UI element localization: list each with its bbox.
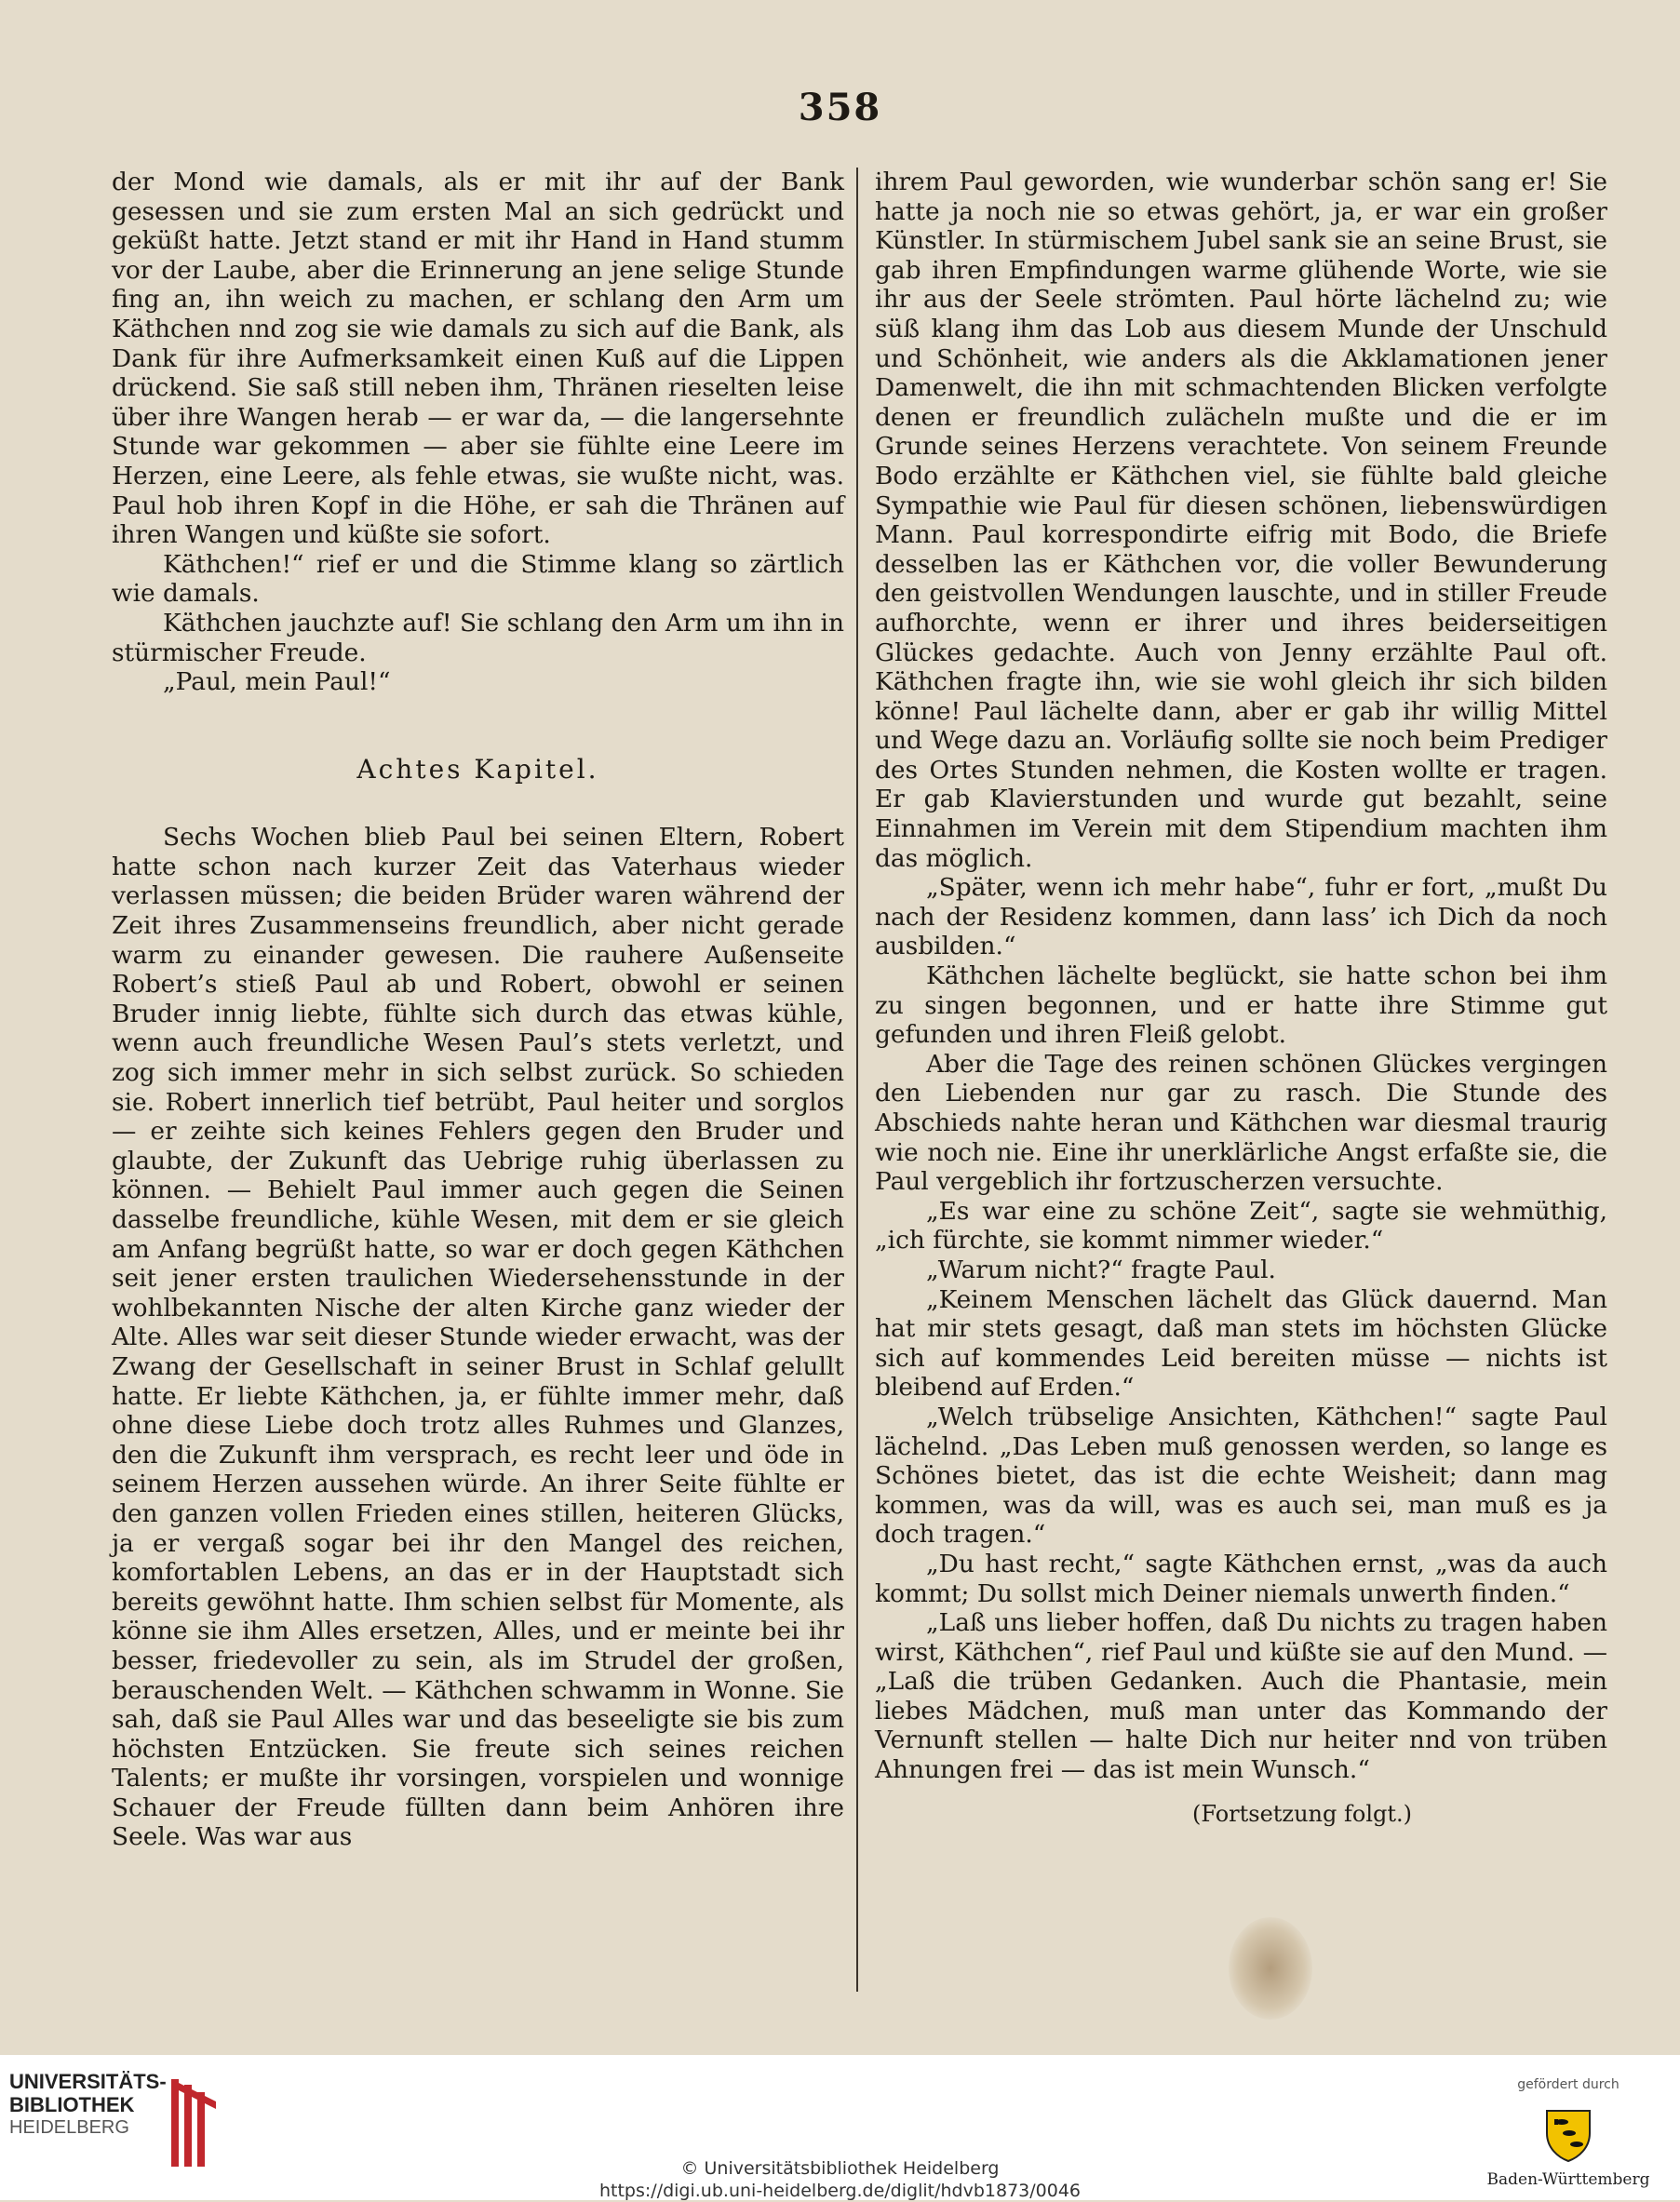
funder-block	[1480, 2077, 1657, 2189]
chapter-heading: Achtes Kapitel.	[356, 753, 599, 785]
copyright-block	[0, 2157, 1680, 2202]
paragraph: der Mond wie damals, als er mit ihr auf der Bank gesessen und sie zum ersten Mal an sich gedrückt und geküßt hatte. Jetzt stand er mit ihr Hand in Hand stumm vor der Laube, aber die Erinnerung an jene selige Stunde fing an, ihn weich zu machen, er schlang den Arm um Käthchen nnd zog sie wie damals zu sich auf die Bank, als Dank für ihre Aufmerksamkeit einen Kuß auf die Lippen drückend. Sie saß still neben ihm, Thränen rieselten leise über ihre Wangen herab — er war da, — die langersehnte Stunde war gekommen — aber sie fühlte eine Leere im Herzen, eine Leere, als fehle etwas, sie wußte nicht, was. Paul hob ihren Kopf in die Höhe, er sah die Thränen auf ihren Wangen und küßte sie sofort.	[112, 168, 844, 550]
funded-label: gefördert durch	[1517, 2077, 1620, 2092]
library-city: HEIDELBERG	[9, 2117, 129, 2138]
paper-stain	[1229, 1917, 1312, 2020]
paragraph: „Warum nicht?“ fragte Paul.	[926, 1255, 1276, 1284]
paragraph: „Laß uns lieber hoffen, daß Du nichts zu tragen haben wirst, Käthchen“, rief Paul und küßte sie auf den Mund. — „Laß die trüben Gedanken. Auch die Phantasie, mein liebes Mädchen, muß man unter das Kommando der Vernunft stellen — halte Dich nur heiter nnd von trüben Ahnungen frei — das ist mein Wunsch.“	[875, 1608, 1607, 1785]
paragraph: Aber die Tage des reinen schönen Glückes vergingen den Liebenden nur gar zu rasch. Die Stunde des Abschieds nahte heran und Käthchen war diesmal traurig wie noch nie. Eine ihr unerklärliche Angst erfaßte sie, die Paul vergeblich ihr fortzuscherzen versuchte.	[875, 1049, 1607, 1197]
library-name-line: BIBLIOTHEK	[9, 2093, 135, 2116]
paragraph: „Paul, mein Paul!“	[163, 667, 391, 697]
copyright-text: © Universitätsbibliothek Heidelberg	[680, 2158, 1000, 2179]
continuation-note: (Fortsetzung folgt.)	[1192, 1800, 1412, 1827]
library-name-line: UNIVERSITÄTS-	[9, 2070, 167, 2093]
paragraph: „Welch trübselige Ansichten, Käthchen!“ sagte Paul lächelnd. „Das Leben muß genossen werden, so lange es Schönes bietet, das ist die echte Weisheit; dann mag kommen, was da will, was es auch sei, man muß es ja doch tragen.“	[875, 1402, 1607, 1550]
left-column	[112, 168, 844, 1852]
paragraph: Käthchen lächelte beglückt, sie hatte schon bei ihm zu singen begonnen, und er hatte ihre Stimme gut gefunden und ihren Fleiß gelobt.	[875, 961, 1607, 1050]
paragraph: Käthchen jauchzte auf! Sie schlang den Arm um ihn in stürmischer Freude.	[112, 608, 844, 667]
paragraph: „Keinem Menschen lächelt das Glück dauernd. Man hat mir stets gesagt, daß man stets im höchsten Glücke sich auf kommendes Leid bereiten müsse — nichts ist bleibend auf Erden.“	[875, 1284, 1607, 1403]
paragraph: „Später, wenn ich mehr habe“, fuhr er fort, „mußt Du nach der Residenz kommen, dann lass’ ich Dich da noch ausbilden.“	[875, 873, 1607, 961]
page-number: 358	[798, 86, 882, 129]
funder-name: Baden-Württemberg	[1486, 2170, 1650, 2189]
column-divider	[856, 168, 858, 1992]
source-url-link[interactable]: https://digi.ub.uni-heidelberg.de/diglit/hdvb1873/0046	[598, 2181, 1082, 2201]
paragraph: Sechs Wochen blieb Paul bei seinen Eltern, Robert hatte schon nach kurzer Zeit das Vaterhaus wieder verlassen müssen; die beiden Brüder waren während der Zeit ihres Zusammenseins freundlich, aber nicht gerade warm zu einander gewesen. Die rauhere Außenseite Robert’s stieß Paul ab und Robert, obwohl er seinen Bruder innig liebte, fühlte sich durch das etwas kühle, wenn auch freundliche Wesen Paul’s stets verletzt, und zog sich immer mehr in sich selbst zurück. So schieden sie. Robert innerlich tief betrübt, Paul heiter und sorglos — er zeihte sich keines Fehlers gegen den Bruder und glaubte, der Zukunft das Uebrige ruhig überlassen zu können. — Behielt Paul immer auch gegen die Seinen dasselbe freundliche, kühle Wesen, mit dem er sie gleich am Anfang begrüßt hatte, so war er doch gegen Käthchen seit jener ersten traulichen Wiedersehensstunde in der wohlbekannten Nische der alten Kirche ganz wieder der Alte. Alles war seit dieser Stunde wieder erwacht, was der Zwang der Gesellschaft in seiner Brust in Schlaf gelullt hatte. Er liebte Käthchen, ja, er fühlte immer mehr, daß ohne diese Liebe doch trotz alles Ruhmes und Glanzes, den die Zukunft ihm versprach, es recht leer und öde in seinem Herzen aussehen würde. An ihrer Seite fühlte er den ganzen vollen Frieden eines stillen, heiteren Glücks, ja er vergaß sogar bei ihr den Mangel des reichen, komfortablen Lebens, an das er in der Hauptstadt sich bereits gewöhnt hatte. Ihm schien selbst für Momente, als könne sie ihm Alles ersetzen, Alles, und er meinte bei ihr besser, friedevoller zu sein, als im Strudel der großen, berauschenden Welt. — Käthchen schwamm in Wonne. Sie sah, daß sie Paul Alles war und das beseeligte sie bis zum höchsten Entzücken. Sie freute sich seines reichen Talents; er mußte ihr vorsingen, vorspielen und wonnige Schauer der Freude füllten dann beim Anhören ihre Seele. Was war aus	[112, 823, 844, 1852]
paragraph: ihrem Paul geworden, wie wunderbar schön sang er! Sie hatte ja noch nie so etwas gehört, ja, er war ein großer Künstler. In stürmischem Jubel sank sie an seine Brust, sie gab ihren Empfindungen warme glühende Worte, wie sie ihr aus der Seele strömten. Paul hörte lächelnd zu; wie süß klang ihm das Lob aus diesem Munde der Unschuld und Schönheit, wie anders als die Akklamationen jener Damenwelt, die ihn mit schmachtenden Blicken verfolgte denen er freundlich zulächeln mußte und die er im Grunde seines Herzens verachtete. Von seinem Freunde Bodo erzählte er Käthchen viel, sie fühlte bald gleiche Sympathie wie Paul für diesen schönen, liebenswürdigen Mann. Paul korrespondirte eifrig mit Bodo, die Briefe desselben las er Käthchen vor, die voller Bewunderung den geistvollen Wendungen lauschte, und in stiller Freude aufhorchte, wenn er ihrer und ihres beiderseitigen Glückes gedachte. Auch von Jenny erzählte Paul oft. Käthchen fragte ihn, wie sie wohl gleich ihr sich bilden könne! Paul lächelte dann, aber er gab ihr willig Mittel und Wege dazu an. Vorläufig sollte sie noch beim Prediger des Ortes Stunden nehmen, die Kosten wollte er tragen. Er gab Klavierstunden und wurde gut bezahlt, seine Einnahmen im Verein mit dem Stipendium machten ihm das möglich.	[875, 168, 1607, 873]
paragraph: „Du hast recht,“ sagte Käthchen ernst, „was da auch kommt; Du sollst mich Deiner niemals unwerth finden.“	[875, 1549, 1607, 1608]
baden-wuerttemberg-crest-icon[interactable]	[1541, 2105, 1595, 2163]
right-column	[875, 168, 1607, 1829]
paragraph: „Es war eine zu schöne Zeit“, sagte sie wehmüthig, „ich fürchte, sie kommt nimmer wieder.“	[875, 1196, 1607, 1255]
paragraph: Käthchen!“ rief er und die Stimme klang so zärtlich wie damals.	[112, 549, 844, 609]
library-logo-text	[9, 2070, 172, 2140]
